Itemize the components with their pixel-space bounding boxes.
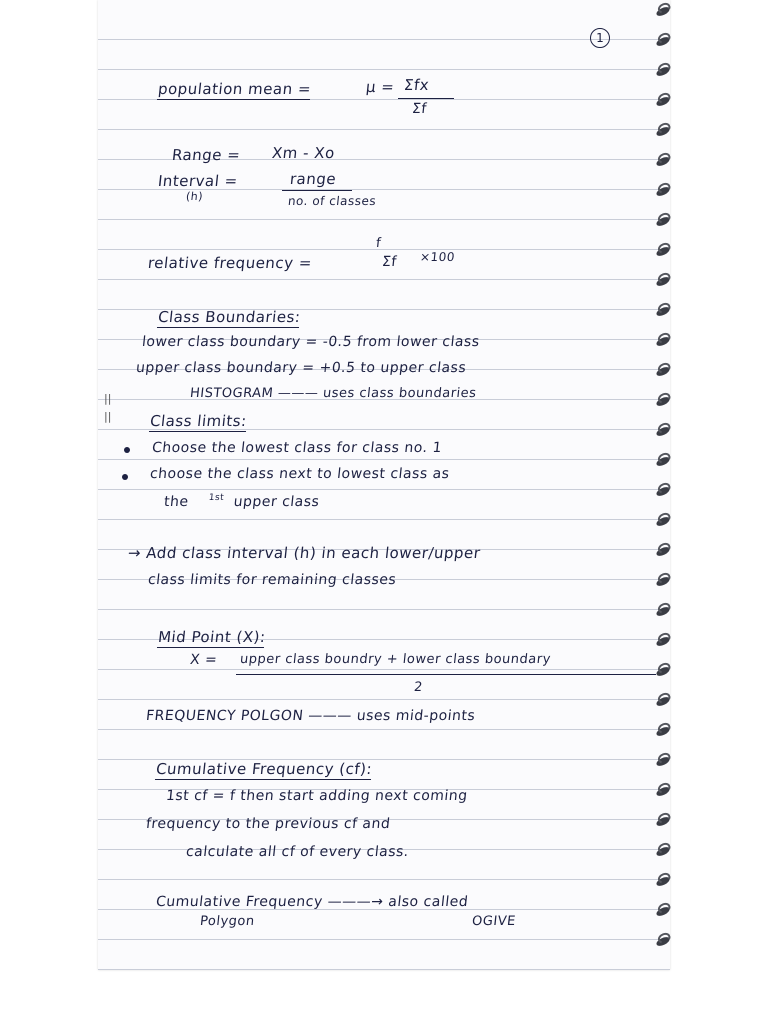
limits-line-3-pre: the xyxy=(163,494,190,510)
midpoint-fraction-bar xyxy=(236,674,656,675)
relfreq-numerator: f xyxy=(375,236,382,251)
cumulative-line-2: frequency to the previous cf and xyxy=(145,816,392,832)
range-label: Range = xyxy=(171,146,242,164)
boundaries-line-2: upper class boundary = +0.5 to upper class xyxy=(135,360,468,376)
cumulative-line-1: 1st cf = f then start adding next coming xyxy=(165,788,469,804)
midpoint-heading: Mid Point (X): xyxy=(157,628,267,646)
ogive-label: OGIVE xyxy=(471,914,517,929)
mean-numerator: Σfx xyxy=(403,76,431,94)
relfreq-denominator: Σf xyxy=(381,254,398,270)
relfreq-multiplier: ×100 xyxy=(419,250,456,264)
add-line-1: → Add class interval (h) in each lower/upper xyxy=(127,544,482,562)
mean-fraction-bar xyxy=(398,98,454,99)
interval-fraction-bar xyxy=(282,190,352,191)
cumulative-heading: Cumulative Frequency (cf): xyxy=(155,760,373,778)
ogive-polygon: Polygon xyxy=(199,914,256,929)
cumulative-line-3: calculate all cf of every class. xyxy=(185,844,410,860)
midpoint-lhs: X = xyxy=(189,652,219,668)
midpoint-denominator: 2 xyxy=(413,680,424,695)
boundaries-line-3: HISTOGRAM ——— uses class boundaries xyxy=(189,386,478,401)
mean-label: population mean = xyxy=(157,80,313,98)
limits-line-2: choose the class next to lowest class as xyxy=(149,466,451,482)
interval-label: Interval = xyxy=(157,172,239,190)
limits-line-3-post: upper class xyxy=(232,494,321,510)
range-expression: Xm - Xo xyxy=(271,144,336,162)
add-line-2: class limits for remaining classes xyxy=(147,572,398,588)
interval-sub: (h) xyxy=(185,190,204,203)
limits-line-1: Choose the lowest class for class no. 1 xyxy=(151,440,443,456)
boundaries-line-1: lower class boundary = -0.5 from lower class xyxy=(141,334,481,350)
mean-mu: μ = xyxy=(365,78,396,96)
ogive-line-1: Cumulative Frequency ———→ also called xyxy=(155,894,469,910)
bullet-1 xyxy=(124,447,130,453)
margin-mark-1: || xyxy=(104,392,112,405)
margin-mark-2: || xyxy=(104,410,112,423)
midpoint-numerator: upper class boundry + lower class boundary xyxy=(239,652,552,667)
boundaries-heading: Class Boundaries: xyxy=(157,308,302,326)
limits-line-3 xyxy=(163,494,320,510)
limits-line-3-sup: 1st xyxy=(208,493,225,503)
interval-denominator: no. of classes xyxy=(287,194,377,208)
bullet-2 xyxy=(122,474,128,480)
mean-denominator: Σf xyxy=(411,101,428,117)
frequency-polygon-line: FREQUENCY POLGON ——— uses mid-points xyxy=(145,708,477,724)
limits-heading: Class limits: xyxy=(149,412,248,430)
relfreq-label: relative frequency = xyxy=(147,254,313,272)
page-number: 1 xyxy=(590,28,610,48)
interval-numerator: range xyxy=(289,170,338,188)
